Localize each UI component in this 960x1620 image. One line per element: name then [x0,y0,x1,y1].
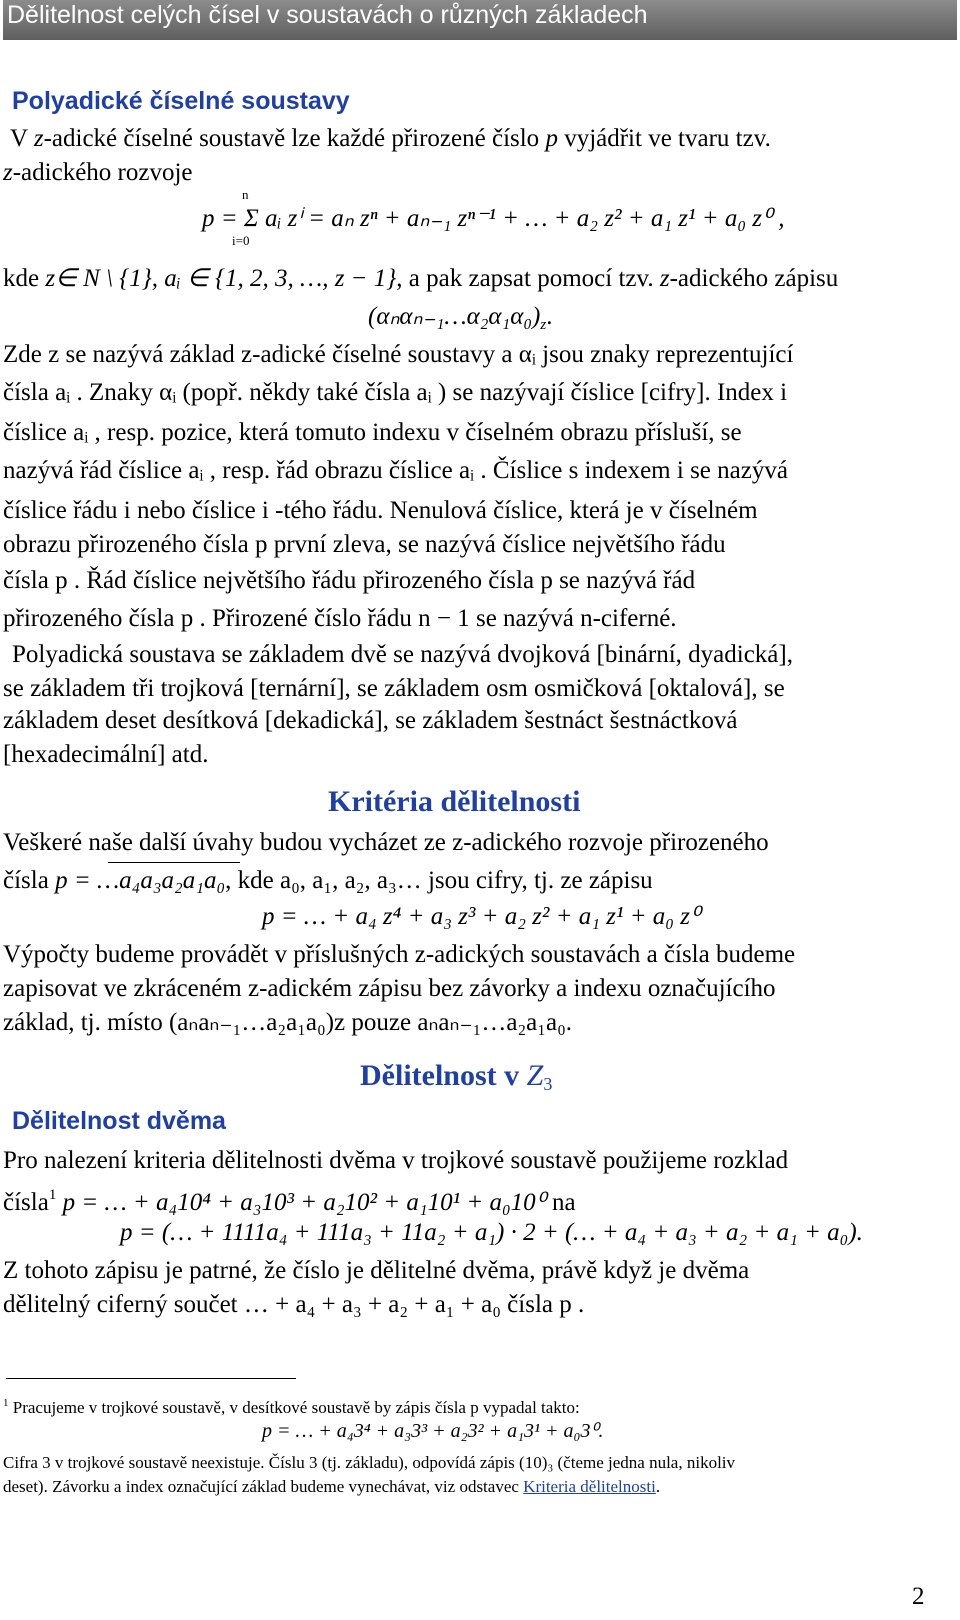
overline-bar [108,862,240,863]
section-title-polyadicke: Polyadické číselné soustavy [12,87,350,115]
paragraph-line: zapisovat ve zkráceném z-adickém zápisu bez závorky a indexu označujícího [3,975,776,1002]
text-span: kde [3,265,46,292]
footnote-line [3,1392,580,1419]
paragraph-line: se základem tři trojková [ternární], se základem osm osmičková [oktalová], se [3,675,785,702]
footnote-line [3,1476,660,1498]
section-title-delitelnost-dvema: Dělitelnost dvěma [12,1107,226,1135]
paragraph-line: Výpočty budeme provádět v příslušných z-adických soustavách a čísla budeme [3,941,796,968]
math-inline: (αₙαₙ₋₁…α₂α₁α₀) [368,303,541,330]
paragraph-line: Z tohoto zápisu je patrné, že číslo je dělitelné dvěma, právě když je dvěma [3,1257,750,1284]
footnote-mark: 1 [3,1397,9,1409]
text-span: čísla [3,1189,49,1216]
text-span: deset). Závorku a index označující základ budeme vynechávat, viz odstavec [3,1477,524,1496]
footnote-equation: p = … + a₄3⁴ + a₃3³ + a₂3² + a₁3¹ + a₀3⁰. [262,1420,604,1442]
paragraph-line [10,124,771,154]
paragraph-line [3,158,193,188]
text-span: Pracujeme v trojkové soustavě, v desítkové soustavě by zápis čísla p vypadal takto: [12,1398,580,1417]
paragraph-line: dělitelný ciferný součet … + a₄ + a₃ + a₂ + a₁ + a₀ čísla p . [3,1291,585,1318]
var-z: z [659,265,670,292]
text-span: na [545,1189,576,1216]
equation-expansion: p = … + a₄ z⁴ + a₃ z³ + a₂ z² + a₁ z¹ + a₀ z⁰ [262,903,701,930]
paragraph-line: číslice řádu i nebo číslice i -tého řádu. Nenulová číslice, která je v číselném [3,497,758,524]
math-inline: p = … + a₄10⁴ + a₃10³ + a₂10² + a₁10¹ + a₀10⁰ [62,1189,546,1216]
paragraph-line: Polyadická soustava se základem dvě se nazývá dvojková [binární, dyadická], [12,641,793,668]
paragraph-line [3,1180,576,1218]
paragraph-line [3,264,838,294]
math-inline: p = …a₄a₃a₂a₁a₀ [55,867,226,894]
running-head: Dělitelnost celých čísel v soustavách o různých základech [3,0,957,40]
paragraph-line: základ, tj. místo (aₙaₙ₋₁…a₂a₁a₀)z pouze aₙaₙ₋₁…a₂a₁a₀. [3,1009,573,1036]
text-span: vyjádřit ve tvaru tzv. [557,125,771,152]
footnote-ref[interactable]: 1 [48,1187,57,1203]
text-span: -adické číselné soustavě lze každé přirozené číslo [43,125,546,152]
link-kriteria-delitelnosti[interactable]: Kriteria dělitelnosti [523,1477,656,1496]
text-span: -adického rozvoje [12,159,193,186]
equation-decomposition: p = (… + 1111a₄ + 111a₃ + 11a₂ + a₁) · 2 + (… + a₄ + a₃ + a₂ + a₁ + a₀). [120,1219,863,1246]
paragraph-line: základem deset desítková [dekadická], se základem šestnáct šestnáctková [3,707,738,734]
paragraph-line: Veškeré naše další úvahy budou vycházet ze z-adického rozvoje přirozeného [3,829,769,856]
paragraph-line: [hexadecimální] atd. [3,741,209,768]
text-span: . [655,1477,661,1496]
subscript-z: z [540,317,547,333]
section-title-kriteria: Kritéria dělitelnosti [328,785,581,818]
paragraph-line: Zde z se nazývá základ z-adické číselné soustavy a αᵢ jsou znaky reprezentující [3,341,794,368]
paragraph-line: čísla p . Řád číslice největšího řádu přirozeného čísla p se nazývá řád [3,567,696,594]
paragraph-line: přirozeného čísla p . Přirozené číslo řádu n − 1 se nazývá n-ciferné. [3,605,677,632]
var-z: z [3,159,13,186]
paragraph-line: nazývá řád číslice aᵢ , resp. řád obrazu číslice aᵢ . Číslice s indexem i se nazývá [3,457,788,484]
text-span: . [546,303,553,330]
footnote-rule [6,1378,296,1379]
math-inline: z∈ N \ {1}, aᵢ ∈ {1, 2, 3, …, z − 1} [45,265,397,292]
paragraph-line: čísla aᵢ . Znaky αᵢ (popř. někdy také čísla aᵢ ) se nazývají číslice [cifry]. Index i [3,379,788,406]
text-span: , kde a₀, a₁, a₂, a₃… jsou cifry, tj. ze zápisu [225,867,653,894]
equation-z-adic-expansion: p = Σ aᵢ zⁱ = aₙ zⁿ + aₙ₋₁ zⁿ⁻¹ + … + a₂ z² + a₁ z¹ + a₀ z⁰ , [202,205,785,232]
paragraph-line: číslice aᵢ , resp. pozice, která tomuto indexu v číselném obrazu přísluší, se [3,419,742,446]
text-span: , a pak zapsat pomocí tzv. [396,265,660,292]
text-span: Dělitelnost v [360,1059,520,1092]
var-Z: Z [526,1059,544,1092]
sum-lower-limit: i=0 [232,233,250,248]
text-span: -adického zápisu [669,265,839,292]
paragraph-line: Pro nalezení kriteria dělitelnosti dvěma v trojkové soustavě použijeme rozklad [3,1147,789,1174]
var-z: z [33,125,44,152]
paragraph-line: obrazu přirozeného čísla p první zleva, se nazývá číslice největšího řádu [3,531,726,558]
paragraph-line [3,866,653,896]
section-title-delitelnost-z3 [360,1058,552,1102]
sum-upper-limit: n [242,187,249,202]
footnote-line: Cifra 3 v trojkové soustavě neexistuje. Číslu 3 (tj. základu), odpovídá zápis (10)₃ (čteme jedna nula, nikoliv [3,1453,736,1472]
equation-z-adic-notation [368,302,552,340]
page-number: 2 [912,1583,925,1610]
text-span: čísla [3,867,56,894]
subscript-3: 3 [543,1074,553,1094]
var-p: p [545,125,558,152]
text-span: V [10,125,34,152]
